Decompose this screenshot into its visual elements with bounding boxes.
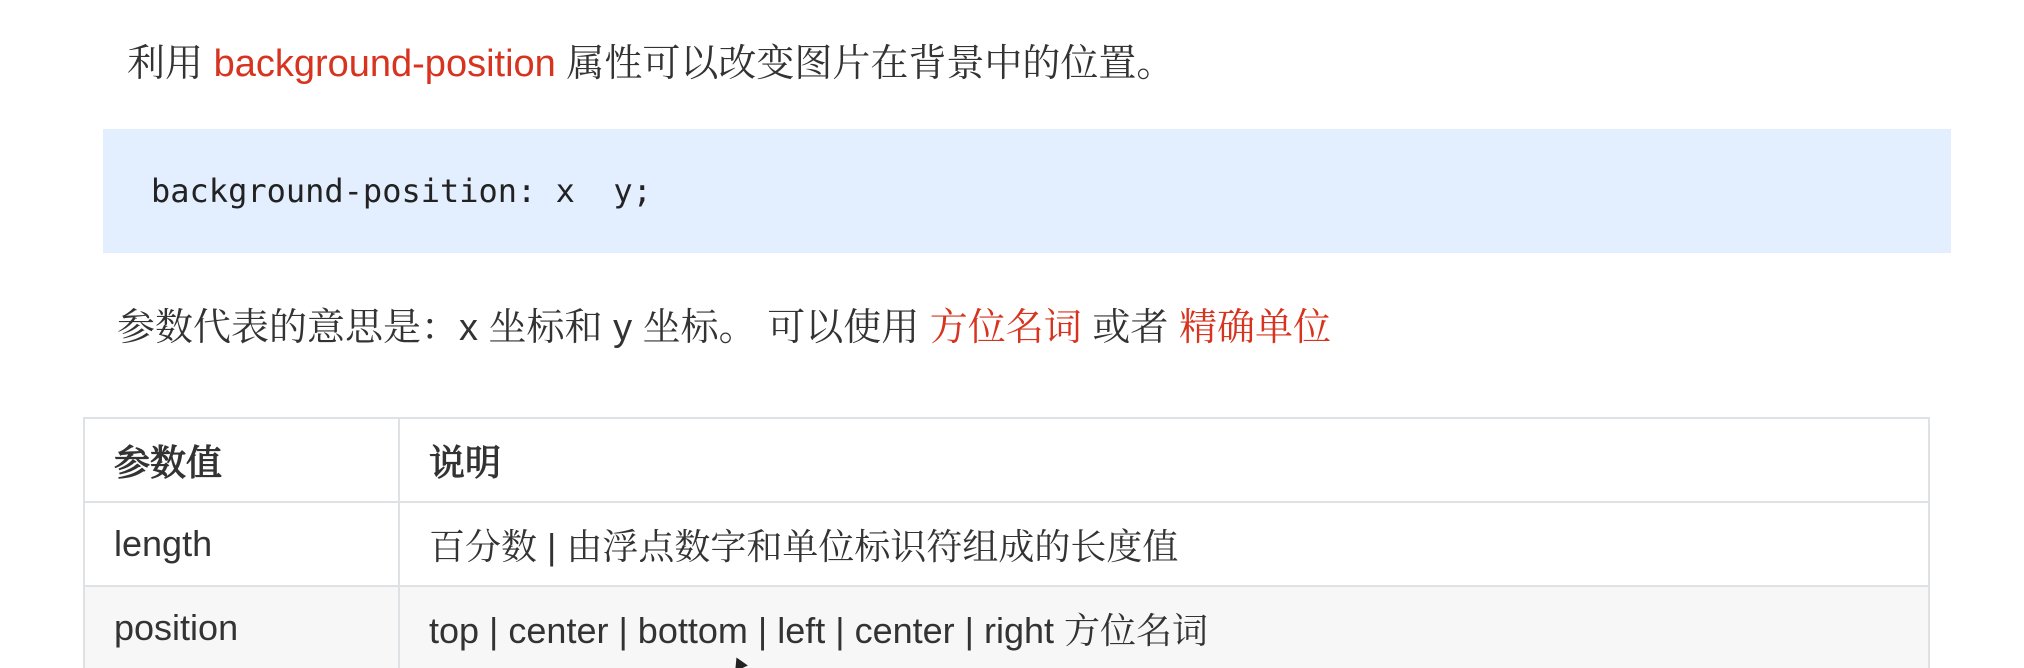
param-cell: position	[84, 586, 399, 668]
description-cell: 百分数 | 由浮点数字和单位标识符组成的长度值	[399, 502, 1929, 586]
header-param-value: 参数值	[84, 418, 399, 502]
code-line: background-position: x y;	[151, 172, 652, 210]
explanation-term-direction: 方位名词	[929, 307, 1082, 349]
param-cell: length	[84, 502, 399, 586]
intro-keyword: background-position	[213, 43, 556, 85]
intro-paragraph	[127, 40, 1174, 88]
code-block	[103, 129, 1951, 253]
header-description: 说明	[399, 418, 1929, 502]
explanation-middle: 或者	[1081, 307, 1179, 349]
explanation-prefix: 参数代表的意思是：x 坐标和 y 坐标。 可以使用	[117, 307, 930, 349]
table-header-row	[84, 418, 1929, 502]
description-cell: top | center | bottom | left | center | right 方位名词	[399, 586, 1929, 668]
table-row	[84, 586, 1929, 668]
parameter-table	[83, 417, 1930, 668]
explanation-term-unit: 精确单位	[1178, 307, 1331, 349]
intro-suffix: 属性可以改变图片在背景中的位置。	[555, 43, 1175, 85]
table-row	[84, 502, 1929, 586]
intro-prefix: 利用	[127, 43, 214, 85]
explanation-paragraph	[117, 304, 1331, 352]
